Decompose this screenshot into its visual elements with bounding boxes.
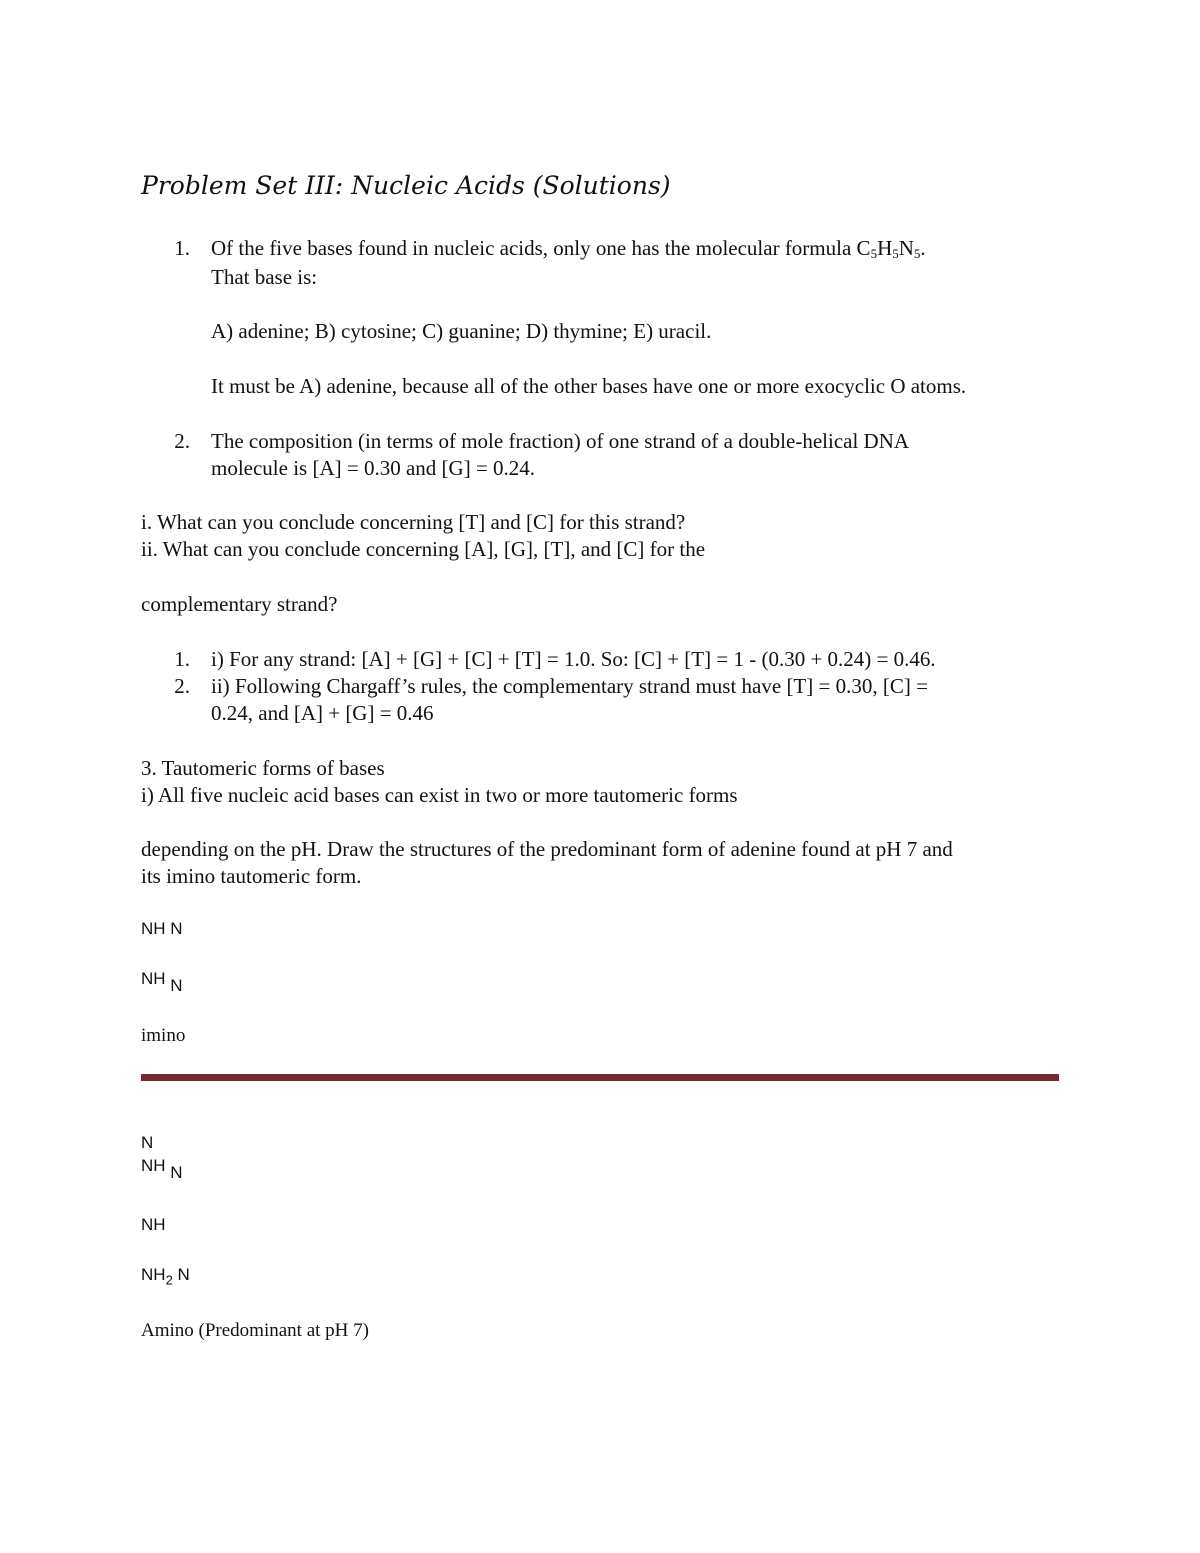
formula-element: N: [898, 236, 914, 260]
imino-atom-n: N: [170, 976, 183, 995]
list-number: 1.: [174, 236, 190, 260]
amino-atom-n: N: [170, 1163, 183, 1182]
formula-subscript: 5: [913, 246, 921, 261]
formula-element: H: [877, 236, 893, 260]
question-1-line1: [211, 236, 926, 262]
formula-subscript: 5: [892, 246, 899, 261]
amino-atom-label: NH: [141, 1215, 166, 1234]
question-2-line1: The composition (in terms of mole fraction) of one strand of a double-helical DNA: [211, 429, 910, 453]
question-1-options: A) adenine; B) cytosine; C) guanine; D) thymine; E) uracil.: [211, 319, 712, 343]
question-1-answer: It must be A) adenine, because all of the other bases have one or more exocyclic O atoms.: [211, 374, 967, 398]
list-number: 2.: [174, 429, 190, 453]
question-3-line-i: i) All five nucleic acid bases can exist in two or more tautomeric forms: [141, 783, 738, 807]
amino-atom-nh2: NH: [141, 1265, 166, 1284]
question-2-sub-ii: ii. What can you conclude concerning [A], [G], [T], and [C] for the: [141, 537, 706, 561]
question-1-text: Of the five bases found in nucleic acids, only one has the molecular formula C: [211, 236, 871, 260]
imino-atom-label: [141, 969, 183, 995]
amino-atom-label: N: [141, 1133, 154, 1152]
question-1-line2: That base is:: [211, 265, 318, 289]
amino-caption: Amino (Predominant at pH 7): [141, 1320, 369, 1341]
amino-subscript: 2: [165, 1272, 173, 1288]
formula-end: .: [920, 236, 926, 260]
imino-atom-label: NH N: [141, 919, 183, 938]
list-number: 2.: [174, 674, 190, 698]
question-2-line2: molecule is [A] = 0.30 and [G] = 0.24.: [211, 456, 536, 480]
imino-caption: imino: [141, 1025, 186, 1046]
amino-atom-n: N: [177, 1265, 190, 1284]
question-3-para-line2: its imino tautomeric form.: [141, 864, 362, 888]
answer-2-i: i) For any strand: [A] + [G] + [C] + [T] = 1.0. So: [C] + [T] = 1 - (0.30 + 0.24) = 0.46.: [211, 647, 936, 671]
question-2-sub-ii-cont: complementary strand?: [141, 592, 338, 616]
page-title: Problem Set III: Nucleic Acids (Solutions): [141, 171, 671, 200]
list-number: 1.: [174, 647, 190, 671]
answer-2-ii: ii) Following Chargaff’s rules, the complementary strand must have [T] = 0.30, [C] =: [211, 674, 928, 698]
formula-subscript: 5: [870, 246, 878, 261]
amino-atom-label: [141, 1265, 190, 1287]
divider-rule: [141, 1074, 1059, 1081]
amino-atom-nh: NH: [141, 1156, 166, 1175]
question-3-heading: 3. Tautomeric forms of bases: [141, 756, 385, 780]
amino-atom-label: [141, 1156, 183, 1182]
question-3-para-line1: depending on the pH. Draw the structures of the predominant form of adenine found at pH 7 and: [141, 837, 953, 861]
answer-2-ii-cont: 0.24, and [A] + [G] = 0.46: [211, 701, 434, 725]
imino-atom-nh: NH: [141, 969, 166, 988]
question-2-sub-i: i. What can you conclude concerning [T] and [C] for this strand?: [141, 510, 686, 534]
